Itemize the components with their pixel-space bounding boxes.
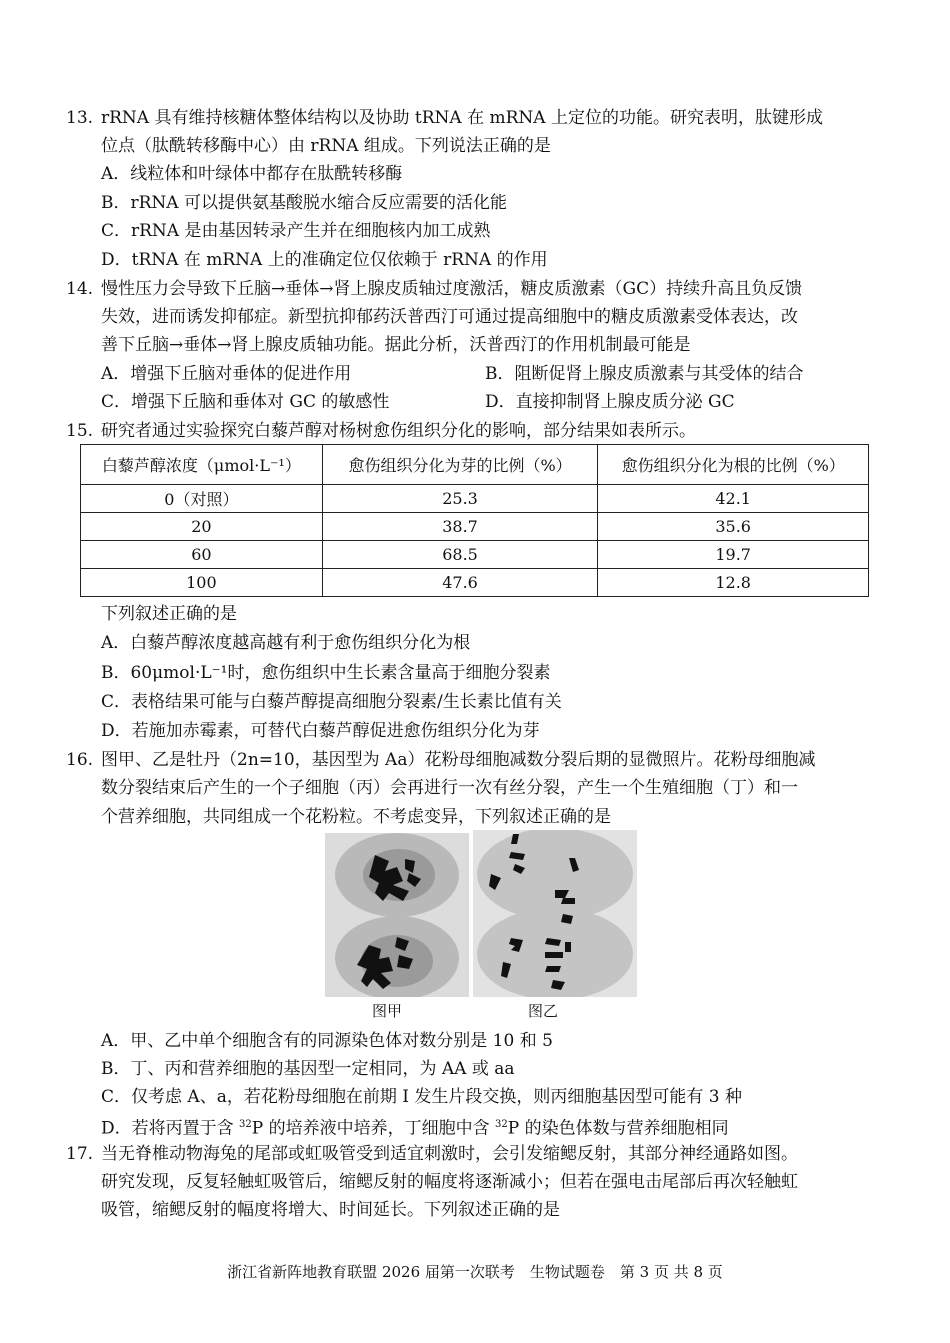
q15-option-d: D．若施加赤霉素，可替代白藜芦醇促进愈伤组织分化为芽 [101, 721, 540, 741]
q16-stem-line3: 个营养细胞，共同组成一个花粉粒。不考虑变异，下列叙述正确的是 [101, 807, 611, 827]
q14-stem-line2: 失效，进而诱发抑郁症。新型抗抑郁药沃普西汀可通过提高细胞中的糖皮质激素受体表达，改 [101, 307, 798, 327]
table-cell: 35.6 [598, 513, 869, 541]
table-cell: 100 [81, 569, 323, 597]
q16-option-a: A．甲、乙中单个细胞含有的同源染色体对数分别是 10 和 5 [101, 1031, 553, 1051]
q16-option-c: C．仅考虑 A、a，若花粉母细胞在前期 I 发生片段交换，则丙细胞基因型可能有 3 种 [101, 1087, 742, 1107]
q13-stem-line2: 位点（肽酰转移酶中心）由 rRNA 组成。下列说法正确的是 [101, 136, 551, 156]
q14-stem-line1: 慢性压力会导致下丘脑→垂体→肾上腺皮质轴过度激活，糖皮质激素（GC）持续升高且负反馈 [101, 279, 803, 299]
q16-stem-line1: 图甲、乙是牡丹（2n=10，基因型为 Aa）花粉母细胞减数分裂后期的显微照片。花粉母细胞减 [101, 750, 816, 770]
figure-b-image [473, 830, 637, 997]
q17-stem-line3: 吸管，缩鳃反射的幅度将增大、时间延长。下列叙述正确的是 [101, 1200, 560, 1220]
table-header-root-ratio: 愈伤组织分化为根的比例（%） [598, 445, 869, 485]
q13-option-b: B．rRNA 可以提供氨基酸脱水缩合反应需要的活化能 [101, 193, 507, 213]
table-header-concentration: 白藜芦醇浓度（μmol·L⁻¹） [81, 445, 323, 485]
table-cell: 19.7 [598, 541, 869, 569]
q14-option-a: A．增强下丘脑对垂体的促进作用 [101, 364, 352, 384]
q15-prompt: 下列叙述正确的是 [101, 604, 237, 624]
q14-stem-line3: 善下丘脑→垂体→肾上腺皮质轴功能。据此分析，沃普西汀的作用机制最可能是 [101, 335, 691, 355]
table-cell: 42.1 [598, 485, 869, 513]
table-row [81, 541, 869, 569]
table-cell: 20 [81, 513, 323, 541]
figure-a-micrograph [325, 833, 469, 997]
q16-number: 16. [66, 750, 94, 770]
q17-stem-line1: 当无脊椎动物海兔的尾部或虹吸管受到适宜刺激时，会引发缩鳃反射，其部分神经通路如图。 [101, 1144, 798, 1164]
table-header-bud-ratio: 愈伤组织分化为芽的比例（%） [322, 445, 598, 485]
figure-a-image [325, 833, 469, 997]
q15-number: 15. [66, 421, 94, 441]
table-cell: 12.8 [598, 569, 869, 597]
table-row [81, 485, 869, 513]
figure-a-caption: 图甲 [372, 1002, 403, 1020]
q15-option-c: C．表格结果可能与白藜芦醇提高细胞分裂素/生长素比值有关 [101, 692, 562, 712]
table-header-row [81, 445, 869, 485]
q14-option-d: D．直接抑制肾上腺皮质分泌 GC [485, 392, 735, 412]
table-cell: 47.6 [322, 569, 598, 597]
table-cell: 68.5 [322, 541, 598, 569]
q13-number: 13. [66, 108, 94, 128]
q16-option-b: B．丁、丙和营养细胞的基因型一定相同，为 AA 或 aa [101, 1059, 515, 1079]
figure-b-micrograph [473, 830, 637, 997]
figure-b-caption: 图乙 [528, 1002, 559, 1020]
q14-option-b: B．阻断促肾上腺皮质激素与其受体的结合 [485, 364, 804, 384]
table-cell: 0（对照） [81, 485, 323, 513]
table-cell: 25.3 [322, 485, 598, 513]
table-cell: 60 [81, 541, 323, 569]
q13-option-a: A．线粒体和叶绿体中都存在肽酰转移酶 [101, 164, 403, 184]
q15-stem: 研究者通过实验探究白藜芦醇对杨树愈伤组织分化的影响，部分结果如表所示。 [101, 421, 696, 441]
page-footer: 浙江省新阵地教育联盟 2026 届第一次联考 生物试题卷 第 3 页 共 8 页 [227, 1263, 723, 1281]
q16-option-d: D．若将丙置于含 $^{32}$P 的培养液中培养，丁细胞中含 $^{32}$P 的染色体数与营养细胞相同 [101, 1118, 729, 1139]
q13-option-c: C．rRNA 是由基因转录产生并在细胞核内加工成熟 [101, 221, 491, 241]
q16-stem-line2: 数分裂结束后产生的一个子细胞（丙）会再进行一次有丝分裂，产生一个生殖细胞（丁）和一 [101, 778, 798, 798]
table-cell: 38.7 [322, 513, 598, 541]
q14-option-c: C．增强下丘脑和垂体对 GC 的敏感性 [101, 392, 390, 412]
q15-option-b: B．60μmol·L⁻¹时，愈伤组织中生长素含量高于细胞分裂素 [101, 663, 551, 683]
q17-number: 17. [66, 1144, 94, 1164]
q14-number: 14. [66, 279, 94, 299]
q15-data-table [80, 444, 869, 597]
q13-option-d: D．tRNA 在 mRNA 上的准确定位仅依赖于 rRNA 的作用 [101, 250, 548, 270]
table-row [81, 569, 869, 597]
q17-stem-line2: 研究发现，反复轻触虹吸管后，缩鳃反射的幅度将逐渐减小；但若在强电击尾部后再次轻触虹 [101, 1172, 798, 1192]
table-row [81, 513, 869, 541]
q15-option-a: A．白藜芦醇浓度越高越有利于愈伤组织分化为根 [101, 633, 471, 653]
q13-stem-line1: rRNA 具有维持核糖体整体结构以及协助 tRNA 在 mRNA 上定位的功能。研究表明，肽键形成 [101, 108, 823, 128]
